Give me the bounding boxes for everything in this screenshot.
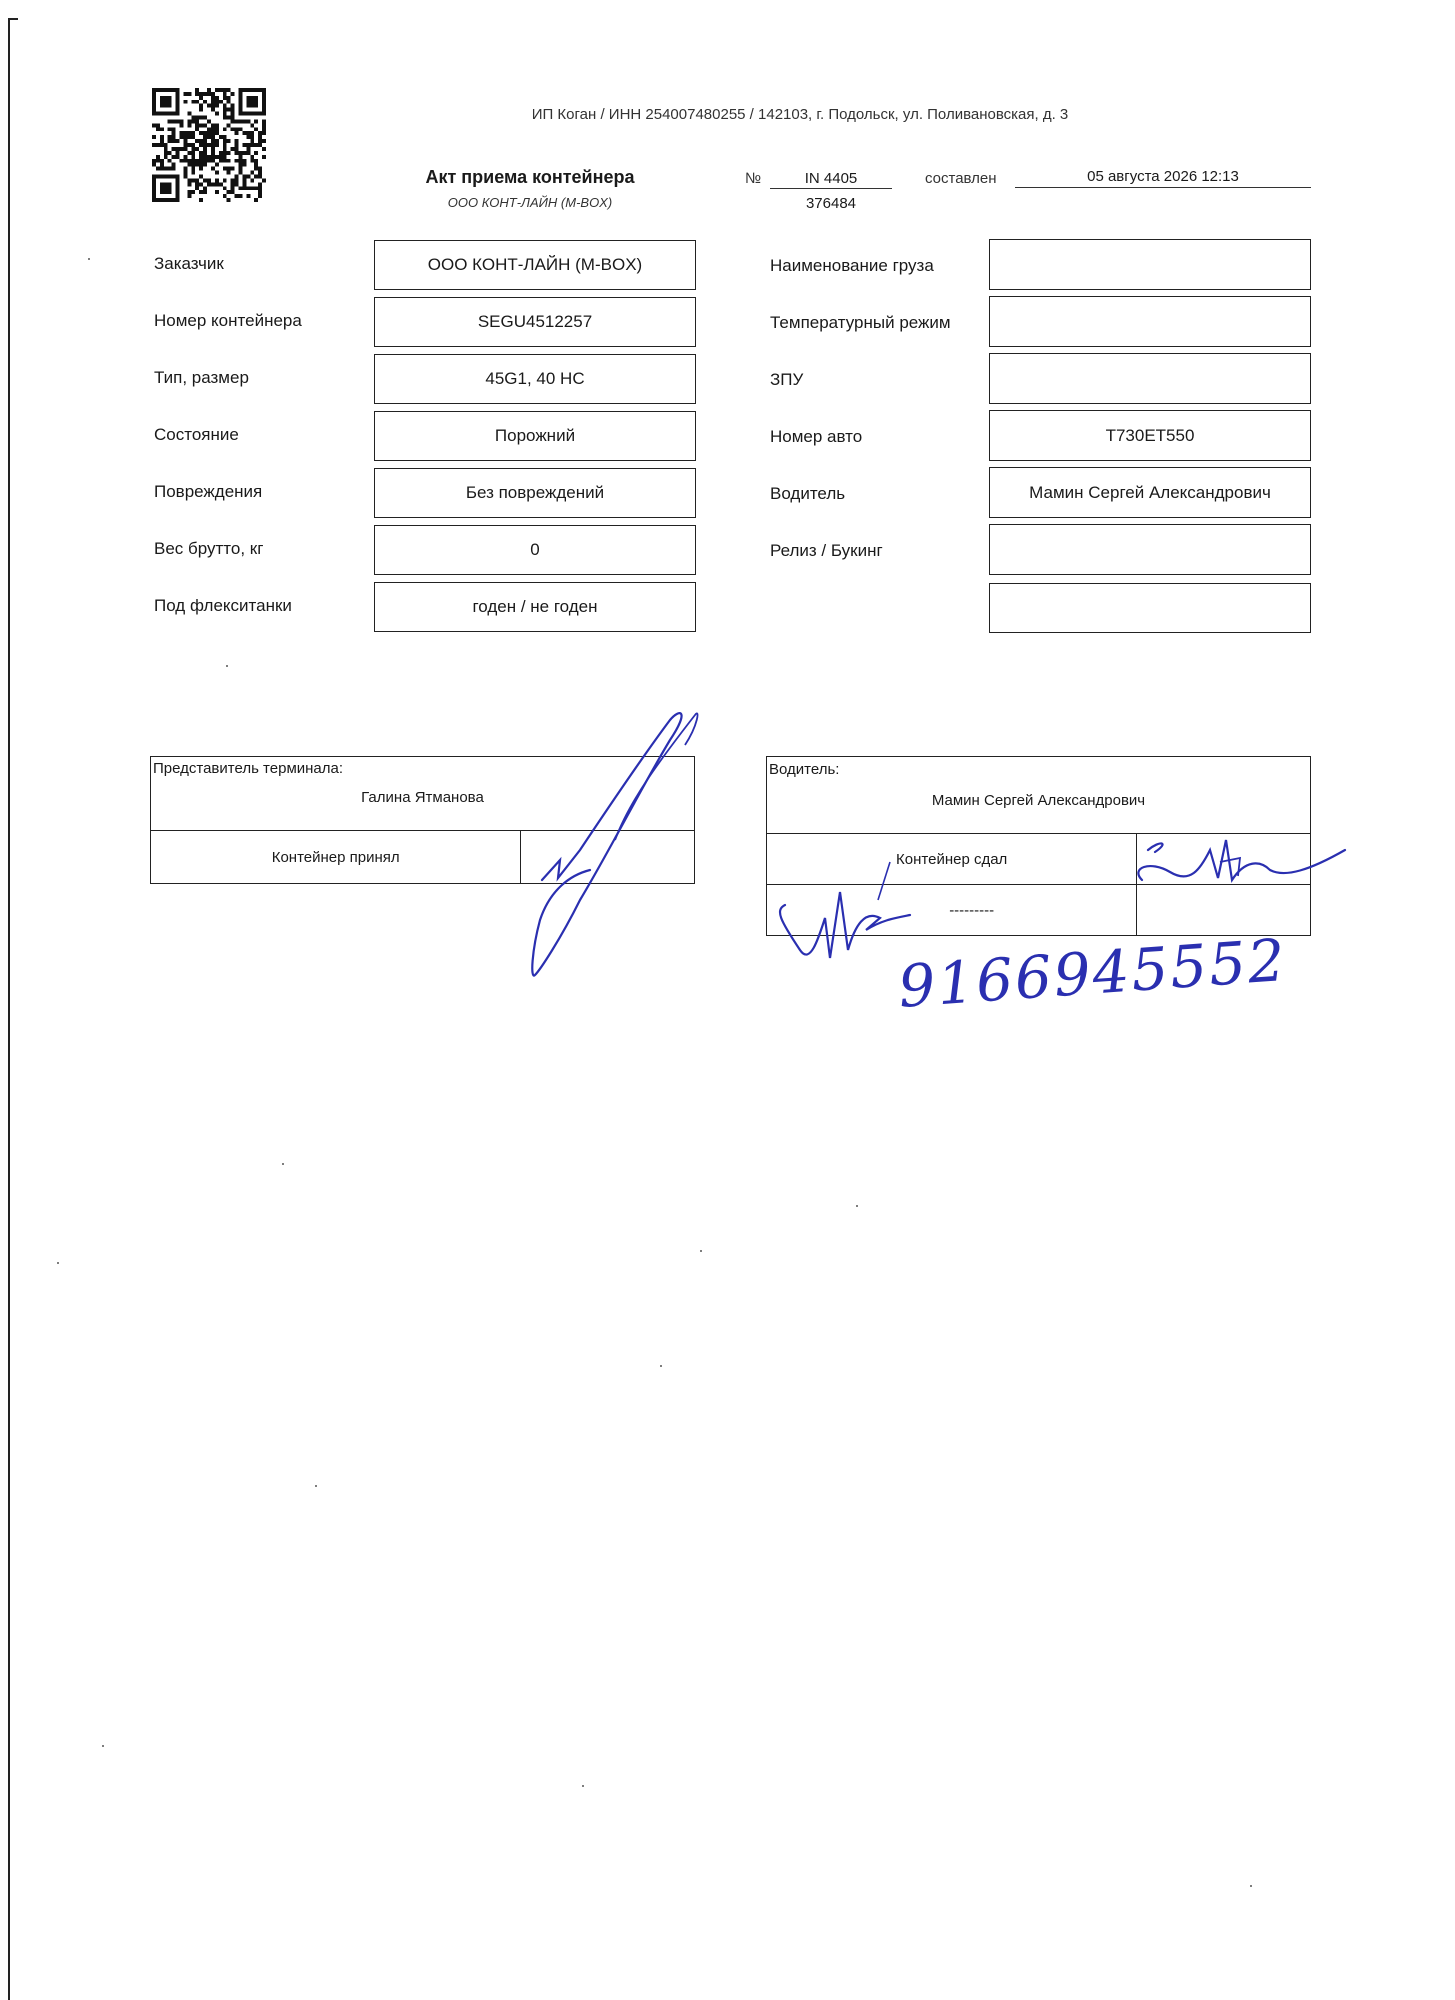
field-value-extra (989, 583, 1311, 633)
scan-speck (226, 665, 228, 667)
field-value-gross-weight: 0 (374, 525, 696, 575)
field-label-container-number: Номер контейнера (154, 311, 302, 330)
page-edge (8, 20, 10, 2000)
document-title: Акт приема контейнера (425, 167, 635, 187)
scan-speck (660, 1365, 662, 1367)
field-value-damage: Без повреждений (374, 468, 696, 518)
qr-code (152, 87, 266, 203)
composed-date: 05 августа 2026 12:13 (1015, 168, 1311, 188)
field-label-temperature: Температурный режим (770, 313, 951, 332)
field-label-cargo-name: Наименование груза (770, 256, 934, 275)
terminal-action-cell (151, 831, 521, 884)
field-value-vehicle-number: Т730ЕТ550 (989, 410, 1311, 461)
field-label-damage: Повреждения (154, 482, 263, 501)
field-value-container-number: SEGU4512257 (374, 297, 696, 347)
driver-name: Мамин Сергей Александрович (931, 792, 1146, 809)
field-label-customer: Заказчик (154, 254, 224, 273)
field-value-release-booking (989, 524, 1311, 575)
scan-speck (582, 1785, 584, 1787)
scan-speck (88, 258, 90, 260)
composed-label: составлен (925, 170, 997, 187)
scan-speck (57, 1262, 59, 1264)
field-value-customer: ООО КОНТ-ЛАЙН (M-BOX) (374, 240, 696, 290)
scan-speck (282, 1163, 284, 1165)
field-label-seal: ЗПУ (770, 370, 804, 389)
field-label-condition: Состояние (154, 425, 239, 444)
scan-speck (700, 1250, 702, 1252)
document-subtitle: ООО КОНТ-ЛАЙН (M-BOX) (447, 195, 613, 210)
field-value-flexitank: годен / не годен (374, 582, 696, 632)
field-label-flexitank: Под флекситанки (154, 596, 292, 615)
terminal-rep-name: Галина Ятманова (361, 789, 484, 806)
document-number: IN 4405 (770, 170, 892, 189)
document-number-sub: 376484 (805, 195, 857, 212)
driver-extra-text: --------- (949, 901, 995, 919)
field-label-driver: Водитель (770, 484, 846, 503)
field-value-condition: Порожний (374, 411, 696, 461)
page-edge-corner (8, 18, 18, 20)
field-label-type-size: Тип, размер (154, 368, 249, 387)
field-label-release-booking: Релиз / Букинг (770, 541, 883, 560)
field-value-seal (989, 353, 1311, 404)
terminal-action-label: Контейнер принял (271, 848, 400, 866)
driver-action-label: Контейнер сдал (896, 850, 1008, 868)
scan-speck (1250, 1885, 1252, 1887)
terminal-rep-heading: Представитель терминала: (153, 760, 344, 777)
number-sign: № (745, 170, 762, 187)
terminal-signature-scribble (520, 700, 760, 990)
field-value-type-size: 45G1, 40 HC (374, 354, 696, 404)
scan-speck (102, 1745, 104, 1747)
field-value-temperature (989, 296, 1311, 347)
field-label-gross-weight: Вес брутто, кг (154, 539, 264, 558)
driver-heading: Водитель: (769, 761, 840, 778)
handwritten-phone: 9166945552 (896, 925, 1289, 1021)
field-label-vehicle-number: Номер авто (770, 427, 863, 446)
issuer-line: ИП Коган / ИНН 254007480255 / 142103, г. Подольск, ул. Поливановская, д. 3 (531, 106, 1069, 123)
field-value-cargo-name (989, 239, 1311, 290)
scan-speck (856, 1205, 858, 1207)
field-value-driver: Мамин Сергей Александрович (989, 467, 1311, 518)
scan-speck (315, 1485, 317, 1487)
